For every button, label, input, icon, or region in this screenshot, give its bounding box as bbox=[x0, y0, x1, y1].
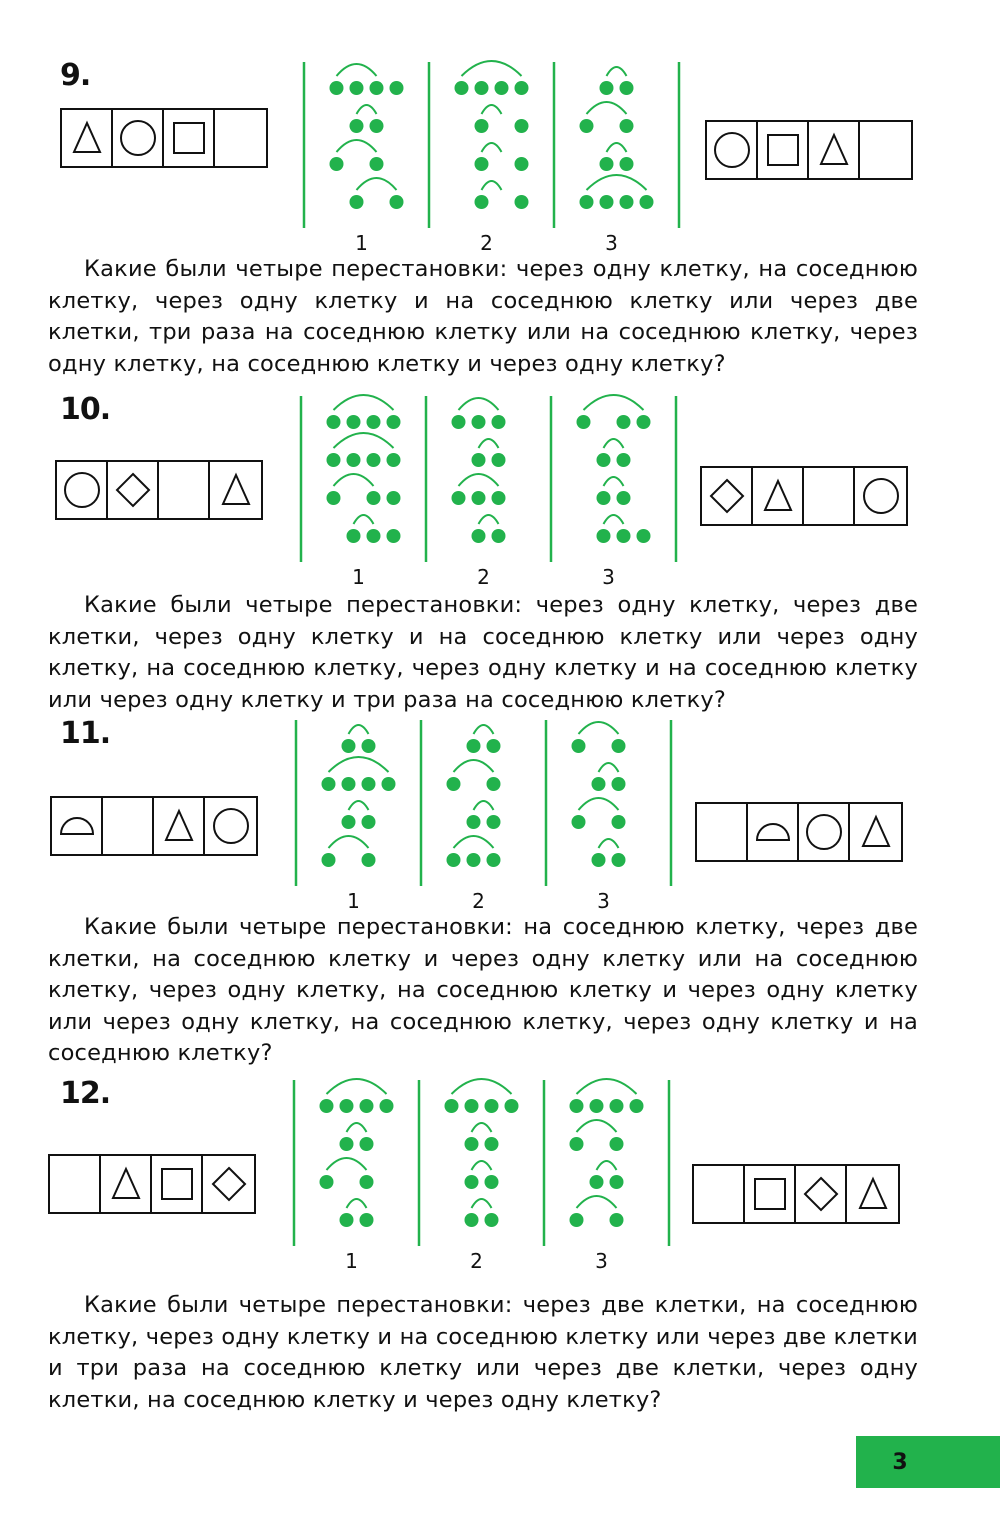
position-dot bbox=[610, 1099, 624, 1113]
position-dot bbox=[452, 491, 466, 505]
swap-arc bbox=[607, 67, 627, 76]
end-arrangement bbox=[695, 802, 903, 862]
start-arrangement bbox=[60, 108, 268, 168]
position-dot bbox=[487, 777, 501, 791]
swap-arc bbox=[472, 1161, 492, 1170]
triangle-icon bbox=[159, 806, 199, 846]
cell bbox=[799, 804, 850, 860]
position-dot bbox=[387, 529, 401, 543]
position-dot bbox=[515, 119, 529, 133]
swap-arc bbox=[357, 178, 397, 190]
swap-arc bbox=[577, 1120, 617, 1132]
diamond-icon bbox=[707, 476, 747, 516]
position-dot bbox=[612, 815, 626, 829]
swap-arc bbox=[599, 763, 619, 772]
position-dot bbox=[362, 739, 376, 753]
position-dot bbox=[347, 453, 361, 467]
cell bbox=[758, 122, 809, 178]
position-dot bbox=[572, 739, 586, 753]
position-dot bbox=[340, 1137, 354, 1151]
circle-icon bbox=[62, 470, 102, 510]
swap-arc bbox=[482, 105, 502, 114]
position-dot bbox=[330, 81, 344, 95]
swap-arc bbox=[482, 181, 502, 190]
position-dot bbox=[570, 1099, 584, 1113]
swap-arc bbox=[474, 801, 494, 810]
position-dot bbox=[350, 119, 364, 133]
position-dot bbox=[367, 415, 381, 429]
position-dot bbox=[495, 81, 509, 95]
cell bbox=[855, 468, 906, 524]
cell bbox=[850, 804, 901, 860]
position-dot bbox=[330, 157, 344, 171]
position-dot bbox=[342, 777, 356, 791]
position-dot bbox=[570, 1213, 584, 1227]
cell bbox=[702, 468, 753, 524]
position-dot bbox=[475, 81, 489, 95]
square-icon bbox=[750, 1174, 790, 1214]
position-dot bbox=[465, 1137, 479, 1151]
swap-arc bbox=[587, 102, 627, 114]
swap-arc bbox=[479, 515, 499, 524]
position-dot bbox=[592, 853, 606, 867]
position-dot bbox=[445, 1099, 459, 1113]
position-dot bbox=[472, 491, 486, 505]
column-label: 1 bbox=[347, 889, 360, 913]
position-dot bbox=[447, 777, 461, 791]
swap-arc bbox=[584, 395, 644, 410]
position-dot bbox=[487, 739, 501, 753]
triangle-icon bbox=[106, 1164, 146, 1204]
position-dot bbox=[350, 195, 364, 209]
start-arrangement bbox=[55, 460, 263, 520]
position-dot bbox=[610, 1175, 624, 1189]
problem-number: 10. bbox=[60, 392, 111, 427]
cell bbox=[103, 798, 154, 854]
position-dot bbox=[597, 491, 611, 505]
circle-icon bbox=[211, 806, 251, 846]
position-dot bbox=[475, 119, 489, 133]
swap-arc bbox=[577, 1079, 637, 1094]
permutation-diagram bbox=[290, 716, 680, 916]
cell bbox=[113, 110, 164, 166]
position-dot bbox=[465, 1213, 479, 1227]
position-dot bbox=[580, 195, 594, 209]
position-dot bbox=[572, 815, 586, 829]
circle-icon bbox=[712, 130, 752, 170]
cell bbox=[748, 804, 799, 860]
position-dot bbox=[485, 1175, 499, 1189]
column-label: 2 bbox=[480, 231, 493, 255]
page-number: 3 bbox=[892, 1449, 908, 1475]
start-arrangement bbox=[50, 796, 258, 856]
position-dot bbox=[360, 1175, 374, 1189]
position-dot bbox=[387, 491, 401, 505]
swap-arc bbox=[482, 143, 502, 152]
position-dot bbox=[320, 1175, 334, 1189]
position-dot bbox=[472, 529, 486, 543]
position-dot bbox=[600, 195, 614, 209]
end-arrangement bbox=[705, 120, 913, 180]
swap-arc bbox=[454, 760, 494, 772]
position-dot bbox=[322, 777, 336, 791]
column-label: 2 bbox=[470, 1249, 483, 1273]
swap-arc bbox=[347, 1199, 367, 1208]
position-dot bbox=[570, 1137, 584, 1151]
cell bbox=[62, 110, 113, 166]
position-dot bbox=[630, 1099, 644, 1113]
diamond-icon bbox=[209, 1164, 249, 1204]
swap-arc bbox=[334, 474, 374, 486]
cell bbox=[152, 1156, 203, 1212]
position-dot bbox=[362, 853, 376, 867]
position-dot bbox=[617, 453, 631, 467]
cell bbox=[164, 110, 215, 166]
column-label: 1 bbox=[355, 231, 368, 255]
swap-arc bbox=[607, 143, 627, 152]
position-dot bbox=[327, 453, 341, 467]
problem-12 bbox=[0, 1076, 1000, 1456]
position-dot bbox=[475, 195, 489, 209]
position-dot bbox=[382, 777, 396, 791]
swap-arc bbox=[474, 725, 494, 734]
column-label: 1 bbox=[345, 1249, 358, 1273]
position-dot bbox=[612, 853, 626, 867]
swap-arc bbox=[327, 1079, 387, 1094]
cell bbox=[804, 468, 855, 524]
position-dot bbox=[370, 157, 384, 171]
position-dot bbox=[475, 157, 489, 171]
cell bbox=[847, 1166, 898, 1222]
problem-11 bbox=[0, 716, 1000, 1096]
problem-9 bbox=[0, 58, 1000, 438]
triangle-icon bbox=[216, 470, 256, 510]
column-label: 2 bbox=[472, 889, 485, 913]
swap-arc bbox=[347, 1123, 367, 1132]
position-dot bbox=[390, 195, 404, 209]
swap-arc bbox=[479, 439, 499, 448]
position-dot bbox=[637, 529, 651, 543]
swap-arc bbox=[462, 61, 522, 76]
position-dot bbox=[340, 1213, 354, 1227]
cell bbox=[860, 122, 911, 178]
column-label: 1 bbox=[352, 565, 365, 589]
position-dot bbox=[492, 453, 506, 467]
position-dot bbox=[515, 195, 529, 209]
swap-arc bbox=[579, 798, 619, 810]
column-label: 2 bbox=[477, 565, 490, 589]
position-dot bbox=[367, 491, 381, 505]
position-dot bbox=[465, 1099, 479, 1113]
swap-arc bbox=[604, 477, 624, 486]
column-label: 3 bbox=[597, 889, 610, 913]
position-dot bbox=[327, 491, 341, 505]
position-dot bbox=[505, 1099, 519, 1113]
swap-arc bbox=[357, 105, 377, 114]
position-dot bbox=[610, 1137, 624, 1151]
question-text: Какие были четыре перестановки: через две клетки, на соседнюю клетку, через одну клетку и на соседнюю клетку или через две клетки и три раза на соседнюю клетку или через две клетки, через одну клетки, на соседнюю клетку и через одну клетку? bbox=[48, 1292, 918, 1413]
diamond-icon bbox=[113, 470, 153, 510]
swap-arc bbox=[599, 839, 619, 848]
circle-icon bbox=[861, 476, 901, 516]
position-dot bbox=[455, 81, 469, 95]
swap-arc bbox=[337, 64, 377, 76]
swap-arc bbox=[329, 836, 369, 848]
cell bbox=[753, 468, 804, 524]
end-arrangement bbox=[692, 1164, 900, 1224]
page-tab bbox=[856, 1436, 1000, 1488]
position-dot bbox=[485, 1099, 499, 1113]
swap-arc bbox=[579, 722, 619, 734]
swap-arc bbox=[337, 140, 377, 152]
position-dot bbox=[637, 415, 651, 429]
cell bbox=[707, 122, 758, 178]
cell bbox=[154, 798, 205, 854]
position-dot bbox=[640, 195, 654, 209]
question-text: Какие были четыре перестановки: через одну клетку, на соседнюю клетку, через одну клетку и на соседнюю клетку или через две клетки, три раза на соседнюю клетку или на соседнюю клетку, через одну клетку, на соседнюю клетку и через одну клетку? bbox=[48, 256, 918, 377]
position-dot bbox=[467, 739, 481, 753]
position-dot bbox=[487, 815, 501, 829]
swap-arc bbox=[452, 1079, 512, 1094]
position-dot bbox=[592, 777, 606, 791]
permutation-diagram bbox=[298, 58, 688, 258]
position-dot bbox=[320, 1099, 334, 1113]
position-dot bbox=[322, 853, 336, 867]
position-dot bbox=[620, 81, 634, 95]
position-dot bbox=[362, 777, 376, 791]
swap-arc bbox=[334, 395, 394, 410]
start-arrangement bbox=[48, 1154, 256, 1214]
position-dot bbox=[485, 1137, 499, 1151]
position-dot bbox=[600, 157, 614, 171]
position-dot bbox=[360, 1213, 374, 1227]
problem-number: 9. bbox=[60, 58, 91, 93]
cell bbox=[697, 804, 748, 860]
swap-arc bbox=[472, 1123, 492, 1132]
cell bbox=[796, 1166, 847, 1222]
cell bbox=[210, 462, 261, 518]
position-dot bbox=[577, 415, 591, 429]
swap-arc bbox=[459, 474, 499, 486]
cell bbox=[205, 798, 256, 854]
position-dot bbox=[597, 453, 611, 467]
swap-arc bbox=[587, 175, 647, 190]
position-dot bbox=[515, 157, 529, 171]
position-dot bbox=[390, 81, 404, 95]
position-dot bbox=[360, 1137, 374, 1151]
position-dot bbox=[350, 81, 364, 95]
circle-icon bbox=[804, 812, 844, 852]
position-dot bbox=[370, 81, 384, 95]
square-icon bbox=[169, 118, 209, 158]
column-label: 3 bbox=[602, 565, 615, 589]
permutation-diagram bbox=[288, 1076, 678, 1276]
swap-arc bbox=[349, 725, 369, 734]
position-dot bbox=[590, 1099, 604, 1113]
position-dot bbox=[447, 853, 461, 867]
swap-arc bbox=[329, 757, 389, 772]
position-dot bbox=[465, 1175, 479, 1189]
position-dot bbox=[610, 1213, 624, 1227]
position-dot bbox=[600, 81, 614, 95]
position-dot bbox=[580, 119, 594, 133]
cell bbox=[159, 462, 210, 518]
square-icon bbox=[157, 1164, 197, 1204]
triangle-icon bbox=[67, 118, 107, 158]
square-icon bbox=[763, 130, 803, 170]
position-dot bbox=[327, 415, 341, 429]
swap-arc bbox=[597, 1161, 617, 1170]
swap-arc bbox=[327, 1158, 367, 1170]
cell bbox=[50, 1156, 101, 1212]
cell bbox=[101, 1156, 152, 1212]
cell bbox=[52, 798, 103, 854]
position-dot bbox=[515, 81, 529, 95]
cell bbox=[203, 1156, 254, 1212]
position-dot bbox=[492, 415, 506, 429]
position-dot bbox=[467, 815, 481, 829]
triangle-icon bbox=[814, 130, 854, 170]
position-dot bbox=[590, 1175, 604, 1189]
position-dot bbox=[347, 415, 361, 429]
position-dot bbox=[492, 491, 506, 505]
position-dot bbox=[387, 415, 401, 429]
position-dot bbox=[340, 1099, 354, 1113]
position-dot bbox=[380, 1099, 394, 1113]
position-dot bbox=[342, 739, 356, 753]
position-dot bbox=[370, 119, 384, 133]
triangle-icon bbox=[856, 812, 896, 852]
position-dot bbox=[472, 453, 486, 467]
position-dot bbox=[612, 777, 626, 791]
diamond-icon bbox=[801, 1174, 841, 1214]
swap-arc bbox=[349, 801, 369, 810]
position-dot bbox=[492, 529, 506, 543]
half-icon bbox=[753, 812, 793, 852]
question-text: Какие были четыре перестановки: на соседнюю клетку, через две клетки, на соседнюю клетку и через одну клетку или на соседнюю клетку, через одну клетку, на соседнюю клетку и через одну клетку или через одну клетку, на соседнюю клетку, через одну клетку и на соседнюю клетку? bbox=[48, 914, 918, 1066]
position-dot bbox=[617, 529, 631, 543]
problem-10 bbox=[0, 392, 1000, 772]
column-label: 3 bbox=[595, 1249, 608, 1273]
permutation-diagram bbox=[295, 392, 685, 592]
position-dot bbox=[452, 415, 466, 429]
position-dot bbox=[597, 529, 611, 543]
position-dot bbox=[347, 529, 361, 543]
swap-arc bbox=[334, 433, 394, 448]
swap-arc bbox=[354, 515, 374, 524]
problem-number: 12. bbox=[60, 1076, 111, 1111]
triangle-icon bbox=[853, 1174, 893, 1214]
position-dot bbox=[487, 853, 501, 867]
position-dot bbox=[612, 739, 626, 753]
swap-arc bbox=[604, 439, 624, 448]
position-dot bbox=[367, 453, 381, 467]
circle-icon bbox=[118, 118, 158, 158]
position-dot bbox=[485, 1213, 499, 1227]
cell bbox=[215, 110, 266, 166]
cell bbox=[108, 462, 159, 518]
swap-arc bbox=[472, 1199, 492, 1208]
position-dot bbox=[387, 453, 401, 467]
position-dot bbox=[620, 119, 634, 133]
swap-arc bbox=[604, 515, 624, 524]
triangle-icon bbox=[758, 476, 798, 516]
position-dot bbox=[620, 157, 634, 171]
problem-number: 11. bbox=[60, 716, 111, 751]
position-dot bbox=[467, 853, 481, 867]
position-dot bbox=[342, 815, 356, 829]
end-arrangement bbox=[700, 466, 908, 526]
position-dot bbox=[362, 815, 376, 829]
cell bbox=[745, 1166, 796, 1222]
question-text: Какие были четыре перестановки: через одну клетку, через две клетки, через одну клетку и на соседнюю клетку или через одну клетку, на соседнюю клетку, через одну клетку и на соседнюю клетку или через одну клетку и три раза на соседнюю клетку? bbox=[48, 592, 918, 713]
position-dot bbox=[472, 415, 486, 429]
cell bbox=[809, 122, 860, 178]
column-label: 3 bbox=[605, 231, 618, 255]
position-dot bbox=[617, 415, 631, 429]
cell bbox=[694, 1166, 745, 1222]
swap-arc bbox=[454, 836, 494, 848]
half-icon bbox=[57, 806, 97, 846]
position-dot bbox=[367, 529, 381, 543]
position-dot bbox=[360, 1099, 374, 1113]
position-dot bbox=[617, 491, 631, 505]
position-dot bbox=[620, 195, 634, 209]
cell bbox=[57, 462, 108, 518]
swap-arc bbox=[577, 1196, 617, 1208]
swap-arc bbox=[459, 398, 499, 410]
